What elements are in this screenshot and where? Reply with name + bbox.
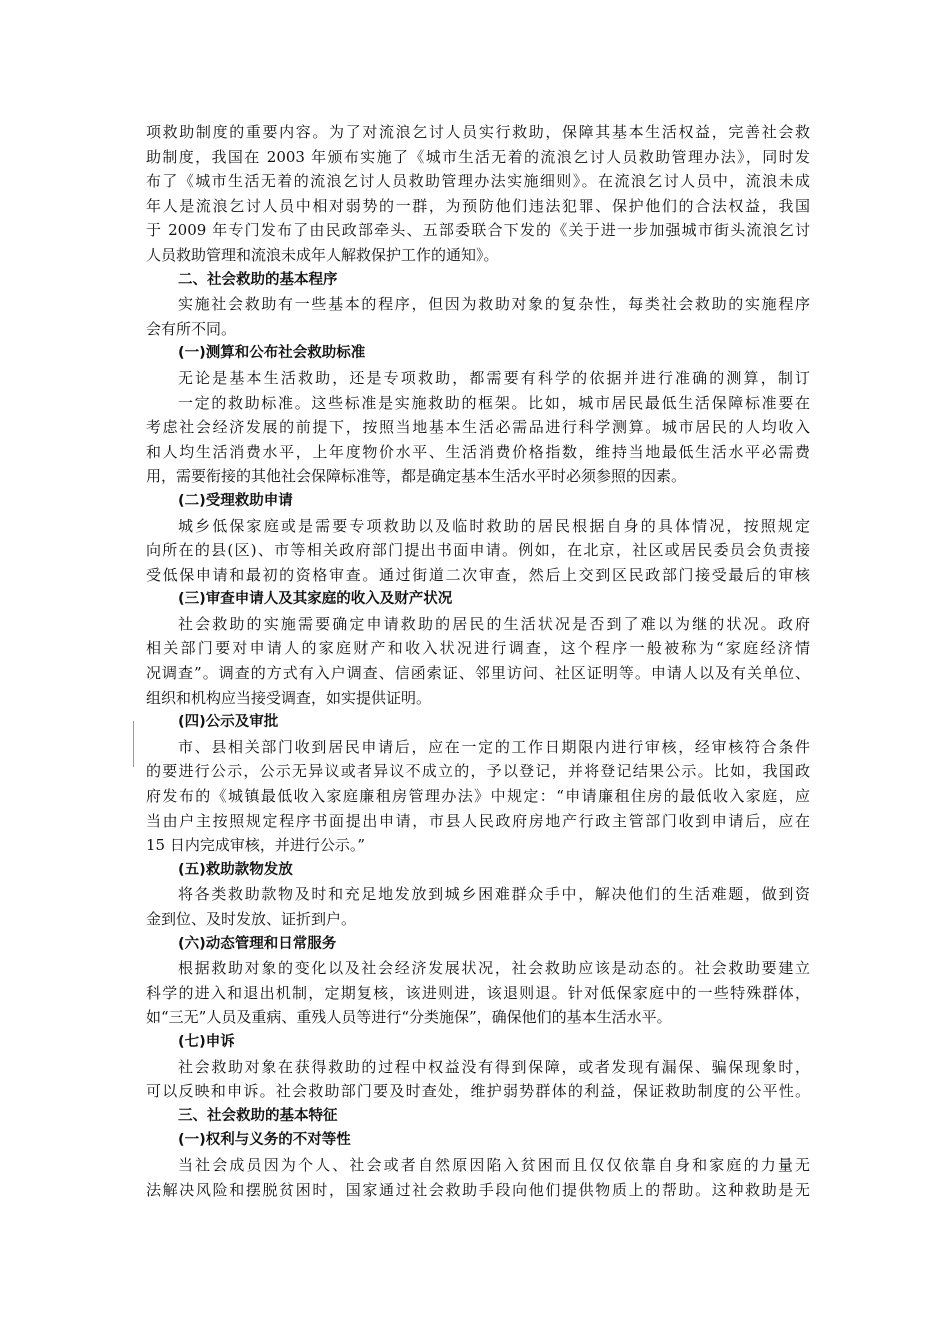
body-text-line: 年人是流浪乞讨人员中相对弱势的一群，为预防他们违法犯罪、保护他们的合法权益，我国 <box>146 196 810 215</box>
body-text-line: 考虑社会经济发展的前提下，按照当地基本生活必需品进行科学测算。城市居民的人均收入 <box>146 418 810 437</box>
body-text-line: 的要进行公示，公示无异议或者异议不成立的，予以登记，并将登记结果公示。比如，我国政 <box>146 762 810 781</box>
body-text-line: 项救助制度的重要内容。为了对流浪乞讨人员实行救助，保障其基本生活权益，完善社会救 <box>146 123 810 141</box>
body-text-line: 用，需要衔接的其他社会保障标准等，都是确定基本生活水平时必须参照的因素。 <box>146 467 687 486</box>
section-heading: (二)受理救助申请 <box>178 492 293 509</box>
body-text-line: 组织和机构应当接受调查，如实提供证明。 <box>146 688 432 707</box>
body-text-line: 15 日内完成审核，并进行公示。” <box>146 836 366 855</box>
body-text-line: 会有所不同。 <box>146 319 237 338</box>
body-text-line: 一定的救助标准。这些标准是实施救助的框架。比如，城市居民最低生活保障标准要在 <box>178 393 810 412</box>
section-heading: (一)权利与义务的不对等性 <box>178 1132 351 1149</box>
body-text-line: 受低保申请和最初的资格审查。通过街道二次审查，然后上交到区民政部门接受最后的审核 <box>146 565 810 584</box>
body-text-line: 城乡低保家庭或是需要专项救助以及临时救助的居民根据自身的具体情况，按照规定 <box>178 516 810 535</box>
body-text-line: 科学的进入和退出机制，定期复核，该进则进，该退则退。针对低保家庭中的一些特殊群体， <box>146 983 810 1002</box>
section-heading: (七)申诉 <box>178 1033 235 1050</box>
body-text-line: 人员救助管理和流浪未成年人解救保护工作的通知》。 <box>146 245 499 264</box>
body-text-line: 社会救助对象在获得救助的过程中权益没有得到保障，或者发现有漏保、骗保现象时， <box>178 1057 810 1076</box>
section-heading: 二、社会救助的基本程序 <box>178 271 338 288</box>
body-text-line: 市、县相关部门收到居民申请后，应在一定的工作日期限内进行审核，经审核符合条件 <box>178 737 810 756</box>
body-text-line: 相关部门要对申请人的家庭财产和收入状况进行调查，这个程序一般被称为“家庭经济情 <box>146 639 810 658</box>
body-text-line: 况调查”。调查的方式有入户调查、信函索证、邻里访问、社区证明等。申请人以及有关单位、 <box>146 664 810 683</box>
body-text-line: 助制度，我国在 2003 年颁布实施了《城市生活无着的流浪乞讨人员救助管理办法》，同时发 <box>146 147 810 166</box>
body-text-line: 法解决风险和摆脱贫困时，国家通过社会救助手段向他们提供物质上的帮助。这种救助是无 <box>146 1180 810 1199</box>
section-heading: (六)动态管理和日常服务 <box>178 935 337 952</box>
body-text-line: 如“三无”人员及重病、重残人员等进行“分类施保”，确保他们的基本生活水平。 <box>146 1008 672 1027</box>
body-text-line: 府发布的《城镇最低收入家庭廉租房管理办法》中规定：“申请廉租住房的最低收入家庭，应 <box>146 787 810 806</box>
section-heading: (五)救助款物发放 <box>178 861 293 878</box>
section-heading: (四)公示及审批 <box>178 714 279 731</box>
section-heading: (三)审查申请人及其家庭的收入及财产状况 <box>178 591 453 608</box>
body-text-line: 金到位、及时发放、证折到户。 <box>146 910 357 928</box>
body-text-line: 可以反映和申诉。社会救助部门要及时查处，维护弱势群体的利益，保证救助制度的公平性。 <box>146 1082 810 1101</box>
body-text-line: 将各类救助款物及时和充足地发放到城乡困难群众手中，解决他们的生活难题，做到资 <box>178 885 810 904</box>
margin-mark <box>133 721 134 767</box>
body-text-line: 当由户主按照规定程序书面提出申请，市县人民政府房地产行政主管部门收到申请后，应在 <box>146 811 810 830</box>
section-heading: (一)测算和公布社会救助标准 <box>178 345 366 362</box>
body-text-line: 当社会成员因为个人、社会或者自然原因陷入贫困而且仅仅依靠自身和家庭的力量无 <box>178 1155 810 1174</box>
body-text-line: 于 2009 年专门发布了由民政部牵头、五部委联合下发的《关于进一步加强城市街头流浪乞讨 <box>146 221 810 240</box>
body-text-line: 实施社会救助有一些基本的程序，但因为救助对象的复杂性，每类社会救助的实施程序 <box>178 295 810 314</box>
body-text-line: 布了《城市生活无着的流浪乞讨人员救助管理办法实施细则》。在流浪乞讨人员中，流浪未成 <box>146 172 810 191</box>
section-heading: 三、社会救助的基本特征 <box>178 1107 338 1124</box>
body-text-line: 向所在的县(区)、市等相关政府部门提出书面申请。例如，在北京，社区或居民委员会负责接 <box>146 541 810 560</box>
body-text-line: 根据救助对象的变化以及社会经济发展状况，社会救助应该是动态的。社会救助要建立 <box>178 959 810 978</box>
body-text-line: 无论是基本生活救助，还是专项救助，都需要有科学的依据并进行准确的测算，制订 <box>178 368 810 387</box>
document-page <box>146 120 810 1202</box>
body-text-line: 和人均生活消费水平，上年度物价水平、生活消费价格指数，维持当地最低生活水平必需费 <box>146 442 810 461</box>
body-text-line: 社会救助的实施需要确定申请救助的居民的生活状况是否到了难以为继的状况。政府 <box>178 614 810 633</box>
